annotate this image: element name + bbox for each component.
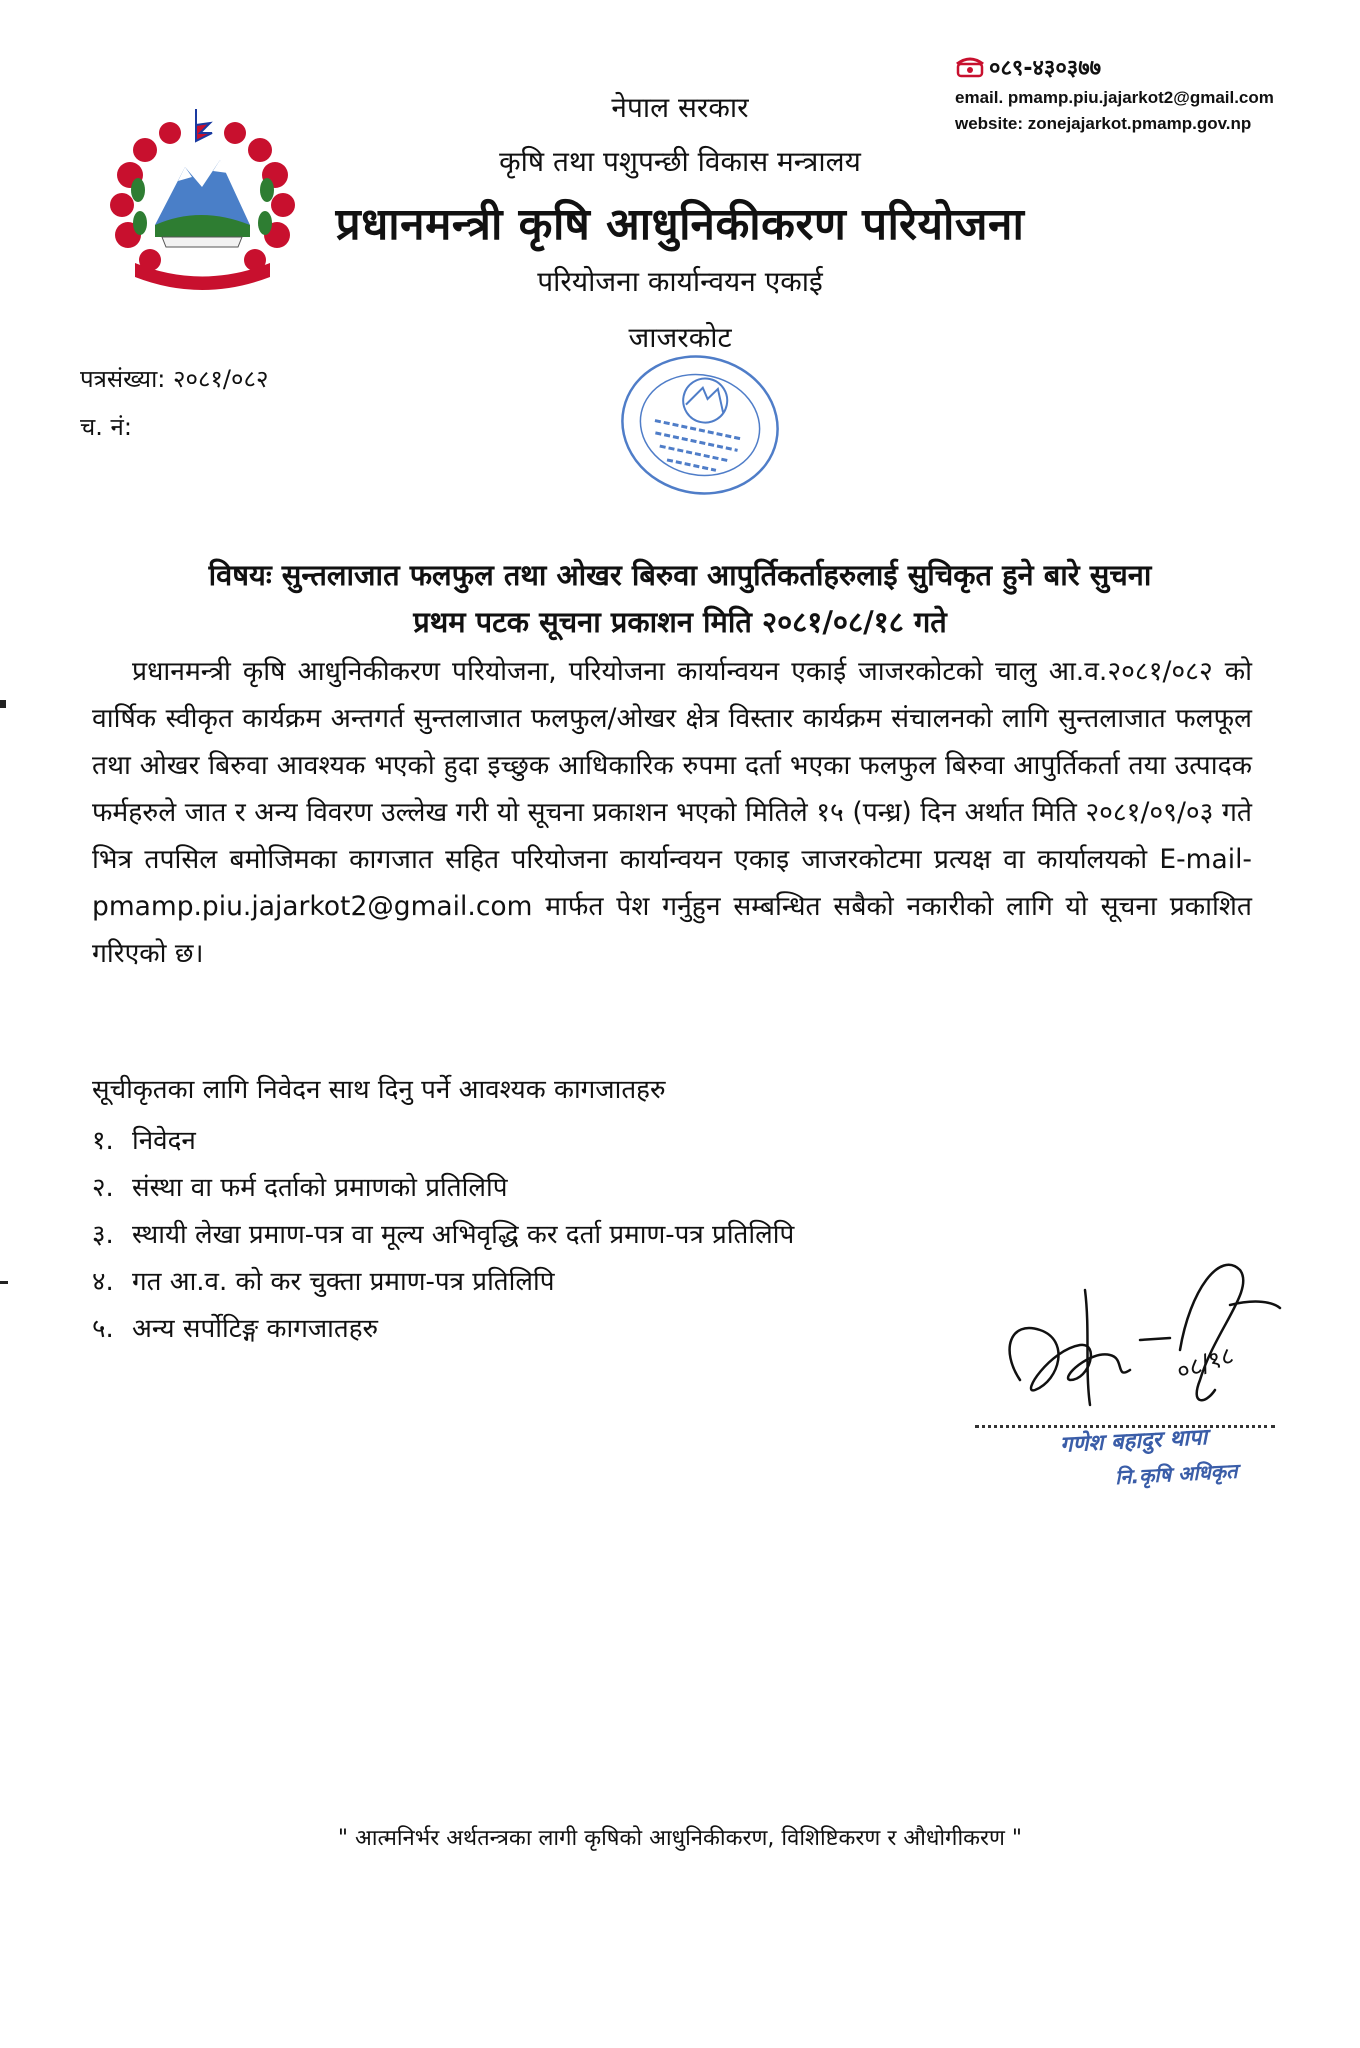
dispatch-number: च. नं: [80, 413, 132, 441]
item-text: स्थायी लेखा प्रमाण-पत्र वा मूल्य अभिवृद्धि कर दर्ता प्रमाण-पत्र प्रतिलिपि [132, 1220, 795, 1250]
required-documents [92, 1070, 992, 1353]
list-item [92, 1165, 992, 1212]
scan-edge-mark [0, 1281, 8, 1284]
unit-name: परियोजना कार्यान्वयन एकाई [537, 265, 823, 298]
notice-body: प्रधानमन्त्री कृषि आधुनिकीकरण परियोजना, परियोजना कार्यान्वयन एकाई जाजरकोटको चालु आ.व.२०८१/०८२ को वार्षिक स्वीकृत कार्यक्रम अन्तगर्त सुन्तलाजात फलफुल/ओखर क्षेत्र विस्तार कार्यक्रम संचालनको लागि सुन्तलाजात फलफूल तथा ओखर बिरुवा आवश्यक भएको हुदा इच्छुक आधिकारिक रुपमा दर्ता भएका फलफुल बिरुवा आपुर्तिकर्ता तया उत्पादक फर्महरुले जात र अन्य विवरण उल्लेख गरी यो सूचना प्रकाशन भएको मितिले १५ (पन्ध्र) दिन अर्थात मिति २०८१/०९/०३ गते भित्र तपसिल बमोजिमका कागजात सहित परियोजना कार्यान्वयन एकाइ जाजरकोटमा प्रत्यक्ष वा कार्यालयको E-mail-pmamp.piu.jajarkot2@gmail.com मार्फत पेश गर्नुहुन सम्बन्धित सबैको नकारीको लागि यो सूचना प्रकाशित गरिएको छ। [92, 656, 1252, 969]
list-item [92, 1259, 992, 1306]
item-number: ५. [92, 1314, 114, 1344]
item-text: गत आ.व. को कर चुक्ता प्रमाण-पत्र प्रतिलिपि [132, 1267, 555, 1297]
handwritten-date: ०८/१८ [1173, 1341, 1238, 1386]
first-publication-date: प्रथम पटक सूचना प्रकाशन मिति २०८१/०८/१८ गते [413, 605, 947, 639]
item-number: २. [92, 1173, 114, 1203]
phone-line [955, 52, 1335, 82]
subject-line: विषयः सुन्तलाजात फलफुल तथा ओखर बिरुवा आपुर्तिकर्ताहरुलाई सुचिकृत हुने बारे सुचना [208, 558, 1152, 592]
project-name: प्रधानमन्त्री कृषि आधुनिकीकरण परियोजना [335, 199, 1025, 250]
item-number: ३. [92, 1220, 114, 1250]
signatory-title-stamp: नि.कृषि अधिकृत [1114, 1458, 1239, 1490]
footer-motto: " आत्मनिर्भर अर्थतन्त्रका लागी कृषिको आधुनिकीकरण, विशिष्टिकरण र औधोगीकरण " [337, 1826, 1023, 1851]
handwritten-signature [990, 1230, 1290, 1420]
letter-number: पत्रसंख्या: २०८१/०८२ [80, 365, 269, 393]
nepal-emblem-icon [100, 105, 305, 295]
office-seal-icon [600, 340, 800, 510]
documents-list [92, 1118, 992, 1353]
signatory-name-stamp: गणेश बहादुर थापा [1059, 1425, 1208, 1458]
ministry-name: कृषि तथा पशुपन्छी विकास मन्त्रालय [499, 145, 861, 178]
item-text: अन्य सर्पोटिङ्ग कागजातहरु [132, 1314, 379, 1344]
scan-edge-mark [0, 700, 6, 708]
documents-title: सूचीकृतका लागि निवेदन साथ दिनु पर्ने आवश्यक कागजातहरु [92, 1075, 666, 1105]
item-text: संस्था वा फर्म दर्ताको प्रमाणको प्रतिलिपि [132, 1173, 508, 1203]
list-item [92, 1306, 992, 1353]
item-text: निवेदन [132, 1126, 196, 1156]
list-item [92, 1118, 992, 1165]
government-name: नेपाल सरकार [611, 91, 749, 124]
item-number: १. [92, 1126, 114, 1156]
website-address: website: zonejajarkot.pmamp.gov.np [955, 114, 1252, 133]
item-number: ४. [92, 1267, 114, 1297]
email-address: email. pmamp.piu.jajarkot2@gmail.com [955, 88, 1274, 107]
contact-block [955, 52, 1335, 134]
list-item [92, 1212, 992, 1259]
district-name: जाजरकोट [628, 321, 732, 354]
telephone-icon [955, 56, 985, 78]
phone-number: ०८९-४३०३७७ [989, 56, 1102, 81]
